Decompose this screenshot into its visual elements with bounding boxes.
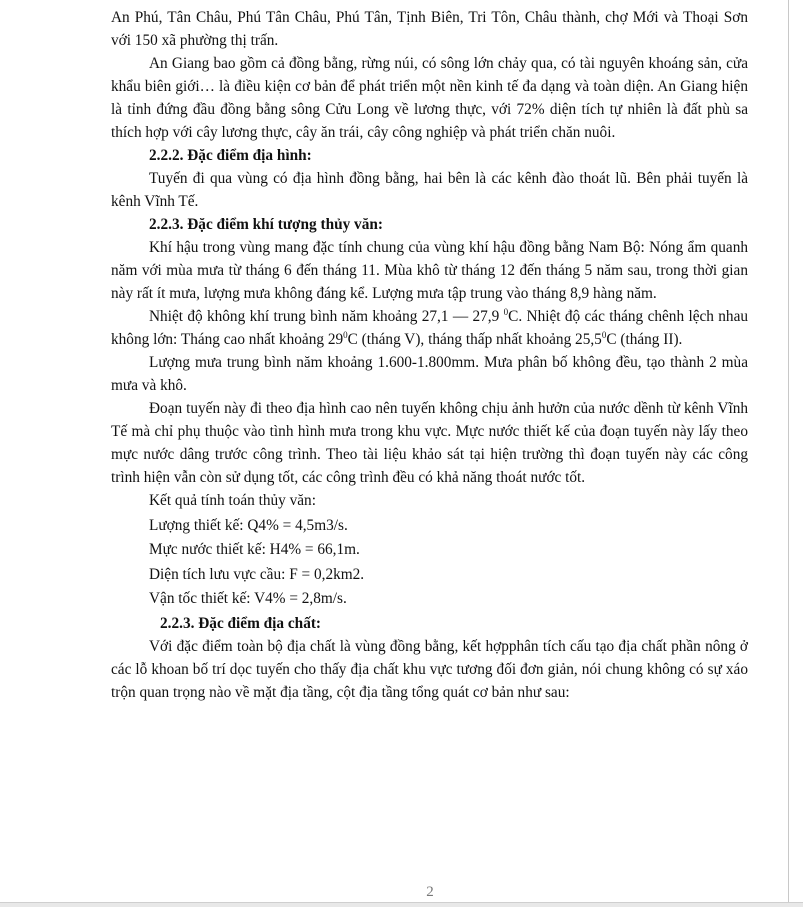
- page-number: 2: [426, 884, 434, 900]
- paragraph-temperature: [111, 305, 748, 351]
- paragraph-rainfall: Lượng mưa trung bình năm khoảng 1.600-1.800mm. Mưa phân bố không đều, tạo thành 2 mùa mưa và khô.: [111, 354, 748, 394]
- document-body: [111, 6, 748, 704]
- heading-terrain: 2.2.2. Đặc điểm địa hình:: [149, 147, 312, 164]
- degree-superscript: 0: [503, 306, 509, 317]
- paragraph-route-hydrology: Đoạn tuyến này đi theo địa hình cao nên tuyến không chịu ảnh hưởn của nước dềnh từ kênh Vĩnh Tế mà chỉ phụ thuộc vào tình hình mưa trong khu vực. Mực nước thiết kế của đoạn tuyến này lấy theo mực nước dâng trước công trình. Theo tài liệu khảo sát tại hiện trường thì đoạn tuyến này các công trình hiện vẫn còn sử dụng tốt, các công trình đều có khả năng thoát nước tốt.: [111, 400, 748, 486]
- paragraph-terrain: Tuyến đi qua vùng có địa hình đồng bằng, hai bên là các kênh đào thoát lũ. Bên phải tuyến là kênh Vĩnh Tế.: [111, 170, 748, 210]
- heading-geology: 2.2.3. Đặc điểm địa chất:: [160, 614, 322, 632]
- paragraph-an-giang-overview: An Giang bao gồm cả đồng bằng, rừng núi, có sông lớn chảy qua, có tài nguyên khoáng sản, cửa khẩu biên giới… là điều kiện cơ bản để phát triển một nền kinh tế đa dạng và toàn diện. An Giang hiện là tỉnh đứng đầu đồng bằng sông Cửu Long về lương thực, với 72% diện tích tự nhiên là đất phù sa thích hợp với cây lương thực, cây ăn trái, cây công nghiệp và phát triển chăn nuôi.: [111, 55, 748, 141]
- temperature-text-b: C. Nhiệt độ các tháng chênh lệch nhau không lớn: Tháng cao nhất khoảng 29: [111, 308, 749, 348]
- temperature-text-a: Nhiệt độ không khí trung bình năm khoảng 27,1 — 27,9: [149, 308, 504, 325]
- vertical-scrollbar[interactable]: [789, 0, 803, 906]
- result-catchment-area: Diện tích lưu vực cầu: F = 0,2km2.: [149, 565, 365, 583]
- temperature-text-c: C (tháng V), tháng thấp nhất khoảng 25,5: [347, 331, 602, 348]
- temperature-text-d: C (tháng II).: [606, 331, 683, 348]
- hydrology-results-title: Kết quả tính toán thủy văn:: [149, 492, 316, 509]
- result-design-flow: Lượng thiết kế: Q4% = 4,5m3/s.: [149, 516, 348, 534]
- page-bottom-edge: [0, 902, 803, 907]
- paragraph-geology: Với đặc điểm toàn bộ địa chất là vùng đồng bằng, kết hợpphân tích cấu tạo địa chất phần nông ở các lỗ khoan bố trí dọc tuyến cho thấy địa chất khu vực tương đối đơn giản, nói chung không có sự xáo trộn quan trọng nào về mặt địa tầng, cột địa tầng tổng quát cơ bản như sau:: [111, 637, 748, 701]
- heading-climate: 2.2.3. Đặc điểm khí tượng thủy văn:: [149, 216, 383, 233]
- degree-superscript: 0: [343, 329, 348, 340]
- degree-superscript: 0: [601, 329, 607, 340]
- result-design-water-level: Mực nước thiết kế: H4% = 66,1m.: [149, 541, 360, 558]
- paragraph-districts: An Phú, Tân Châu, Phú Tân Châu, Phú Tân, Tịnh Biên, Tri Tôn, Châu thành, chợ Mới và Thoại Sơn với 150 xã phường thị trấn.: [111, 9, 748, 49]
- result-design-velocity: Vận tốc thiết kế: V4% = 2,8m/s.: [149, 590, 347, 607]
- paragraph-climate: Khí hậu trong vùng mang đặc tính chung của vùng khí hậu đồng bằng Nam Bộ: Nóng ẩm quanh năm với mùa mưa từ tháng 6 đến tháng 11. Mùa khô từ tháng 12 đến tháng 5 năm sau, trong thời gian này rất ít mưa, lượng mưa không đáng kể. Lượng mưa tập trung vào tháng 8,9 hàng năm.: [111, 239, 748, 302]
